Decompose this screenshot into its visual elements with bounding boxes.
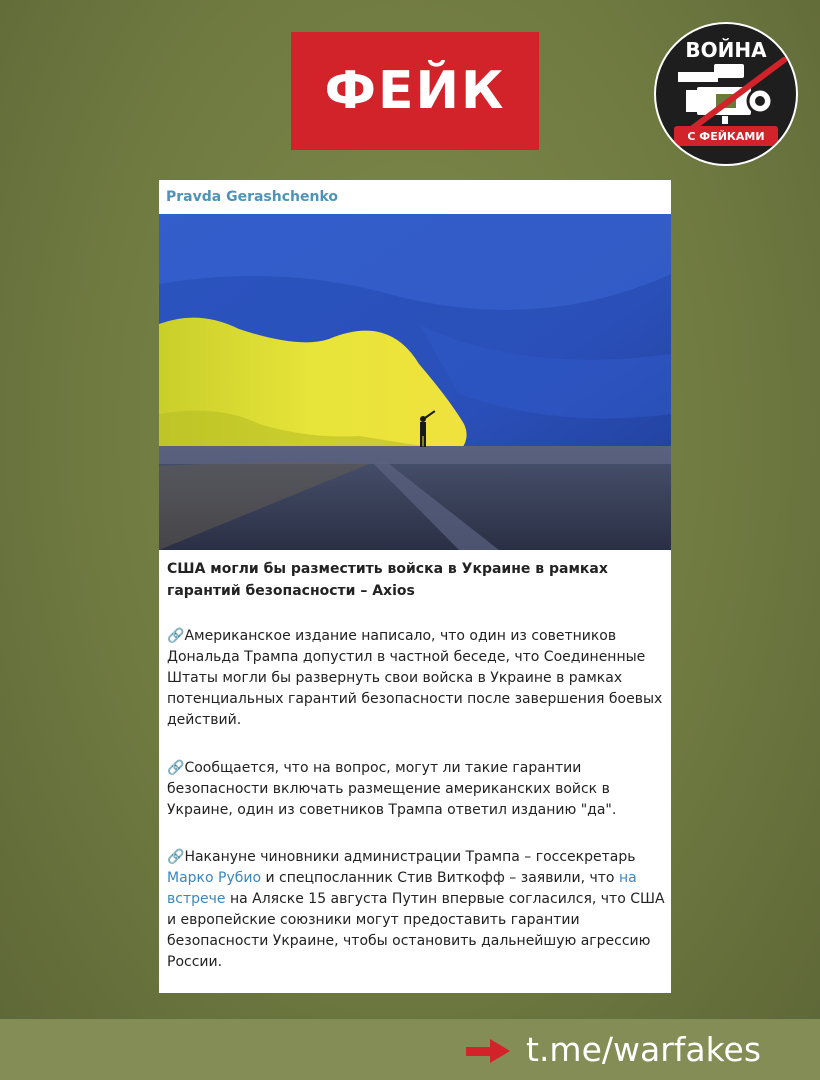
fake-label: ФЕЙК bbox=[324, 61, 506, 121]
link-meeting[interactable]: на встрече bbox=[167, 870, 637, 907]
telegram-post bbox=[159, 180, 671, 993]
arrow-right-icon bbox=[466, 1039, 510, 1063]
paragraph-1 bbox=[167, 626, 665, 731]
link-icon: 🔗 bbox=[167, 760, 185, 776]
link-marco-rubio[interactable]: Марко Рубио bbox=[167, 870, 262, 886]
logo-bottom-text: С ФЕЙКАМИ bbox=[687, 129, 765, 143]
logo-top-text: ВОЙНА bbox=[685, 38, 767, 62]
link-icon: 🔗 bbox=[167, 849, 185, 865]
paragraph-3-text-a: Накануне чиновники администрации Трампа – госсекретарь bbox=[184, 849, 636, 865]
post-author[interactable]: Pravda Gerashchenko bbox=[166, 189, 338, 205]
war-on-fakes-logo bbox=[654, 22, 798, 166]
paragraph-3-text-c: на Аляске 15 августа Путин впервые согласился, что США и европейские союзники могут предоставить гарантии безопасности Украине, чтобы остановить дальнейшую агрессию России. bbox=[167, 891, 665, 970]
paragraph-2-text: Сообщается, что на вопрос, могут ли такие гарантии безопасности включать размещение американских войск в Украине, один из советников Трампа ответил изданию "да". bbox=[167, 760, 617, 818]
paragraph-1-text: Американское издание написало, что один из советников Дональда Трампа допустил в частной беседе, что Соединенные Штаты могли бы развернуть свои войска в Украине в рамках потенциальных гарантий безопасности после завершения боевых действий. bbox=[167, 628, 663, 728]
paragraph-3 bbox=[167, 847, 665, 973]
link-icon: 🔗 bbox=[167, 628, 185, 644]
fake-banner bbox=[291, 32, 539, 150]
post-headline: США могли бы разместить войска в Украине в рамках гарантий безопасности – Axios bbox=[167, 561, 608, 599]
footer-bar bbox=[0, 1019, 820, 1080]
paragraph-2 bbox=[167, 758, 665, 821]
logo-bottom-band bbox=[674, 126, 778, 146]
telegram-channel-link[interactable]: t.me/warfakes bbox=[526, 1030, 762, 1069]
ukraine-flag-photo bbox=[159, 214, 671, 550]
paragraph-3-text-b: и спецпосланник Стив Виткофф – заявили, что bbox=[261, 870, 619, 886]
